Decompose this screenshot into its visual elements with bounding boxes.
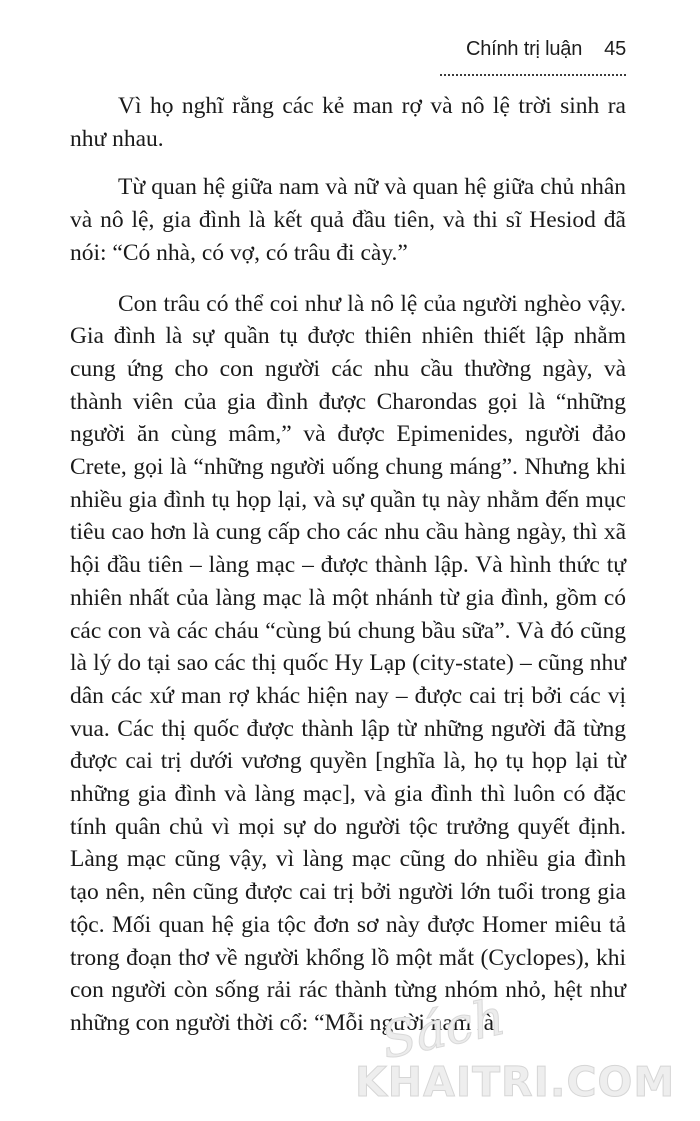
running-header <box>466 38 626 61</box>
watermark-script: Sách <box>376 987 510 1071</box>
paragraph: Con trâu có thể coi như là nô lệ của người nghèo vậy. Gia đình là sự quần tụ được thiên nhiên thiết lập nhằm cung ứng cho con người các nhu cầu thường ngày, và thành viên của gia đình được Charondas gọi là “những người ăn cùng mâm,” và được Epimenides, người đảo Crete, gọi là “những người uống chung máng”. Nhưng khi nhiều gia đình tụ họp lại, và sự quần tụ này nhằm đến mục tiêu cao hơn là cung cấp cho các nhu cầu hàng ngày, thì xã hội đầu tiên – làng mạc – được thành lập. Và hình thức tự nhiên nhất của làng mạc là một nhánh từ gia đình, gồm có các con và các cháu “cùng bú chung bầu sữa”. Và đó cũng là lý do tại sao các thị quốc Hy Lạp (city-state) – cũng như dân các xứ man rợ khác hiện nay – được cai trị bởi các vị vua. Các thị quốc được thành lập từ những người đã từng được cai trị dưới vương quyền [nghĩa là, họ tụ họp lại từ những gia đình và làng mạc], và gia đình thì luôn có đặc tính quân chủ vì mọi sự do người tộc trưởng quyết định. Làng mạc cũng vậy, vì làng mạc cũng do nhiều gia đình tạo nên, nên cũng được cai trị bởi người lớn tuổi trong gia tộc. Mối quan hệ gia tộc đơn sơ này được Homer miêu tả trong đoạn thơ về người khổng lồ một mắt (Cyclopes), khi con người còn sống rải rác thành từng nhóm nhỏ, hệt như những con người thời cổ: “Mỗi người nam là <box>70 290 626 1036</box>
watermark-brand: KHAITRI.COM <box>355 1058 676 1106</box>
header-dotted-rule <box>440 74 626 76</box>
chapter-title: Chính trị luận <box>465 38 583 60</box>
body-text <box>70 90 626 1058</box>
paragraph: Vì họ nghĩ rằng các kẻ man rợ và nô lệ trời sinh ra như nhau. <box>70 93 626 152</box>
page-number: 45 <box>604 38 626 60</box>
paragraph: Từ quan hệ giữa nam và nữ và quan hệ giữa chủ nhân và nô lệ, gia đình là kết quả đầu tiên, và thi sĩ Hesiod đã nói: “Có nhà, có vợ, có trâu đi cày.” <box>70 174 626 266</box>
